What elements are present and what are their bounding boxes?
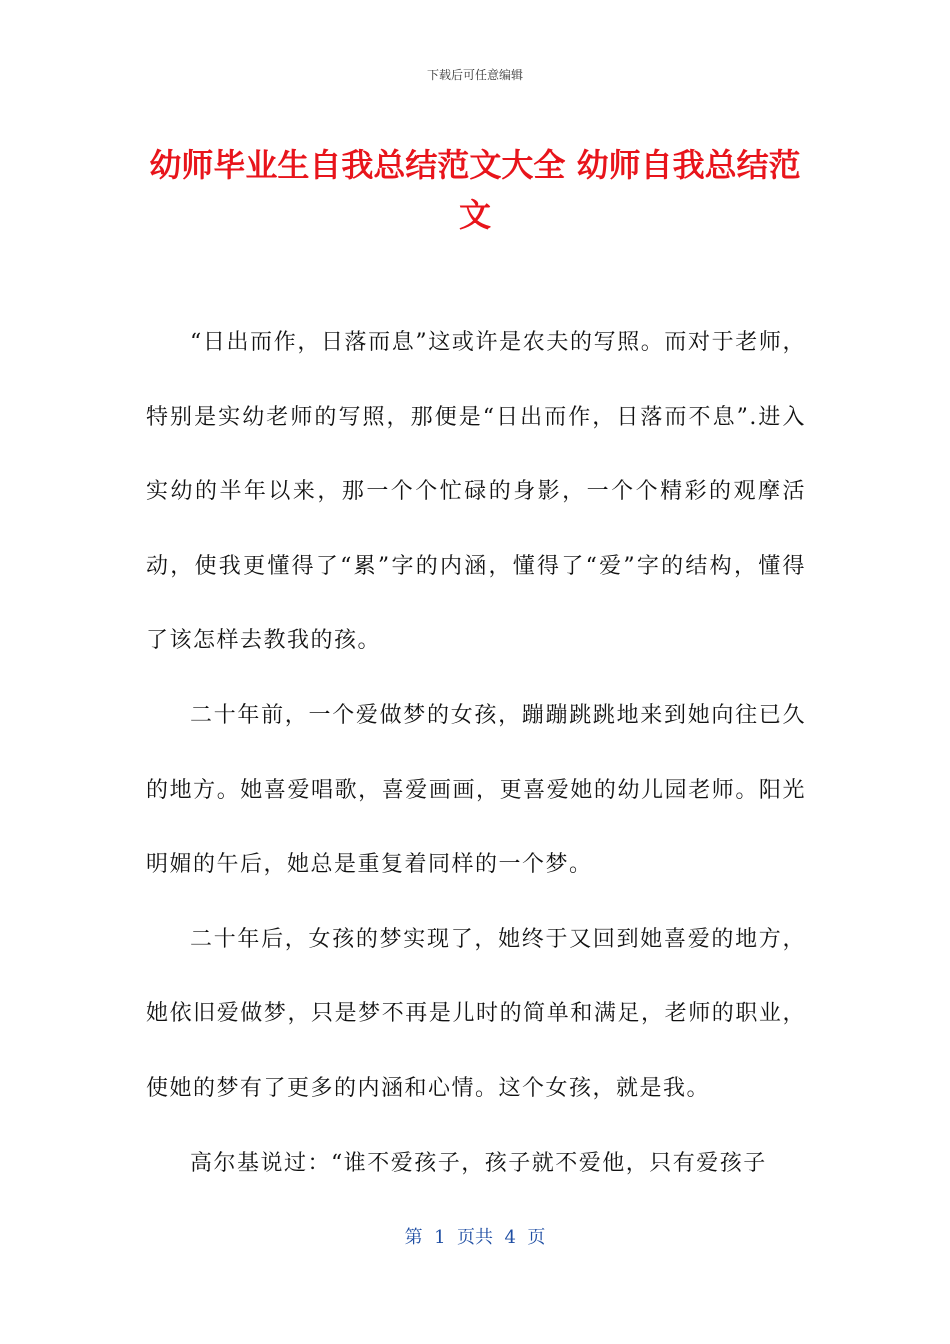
paragraph-2: 二十年前，一个爱做梦的女孩，蹦蹦跳跳地来到她向往已久的地方。她喜爱唱歌，喜爱画画，更喜爱她的幼儿园老师。阳光明媚的午后，她总是重复着同样的一个梦。: [146, 702, 806, 878]
paragraph-3: 二十年后，女孩的梦实现了，她终于又回到她喜爱的地方，她依旧爱做梦，只是梦不再是儿时的简单和满足，老师的职业，使她的梦有了更多的内涵和心情。这个女孩，就是我。: [146, 926, 806, 1101]
document-body: [146, 306, 806, 1201]
paragraph-4: 高尔基说过：“谁不爱孩子，孩子就不爱他，只有爱孩子: [190, 1150, 767, 1176]
paragraph-1: “日出而作，日落而息”这或许是农夫的写照。而对于老师，特别是实幼老师的写照，那便是“日出而作，日落而不息”.进入实幼的半年以来，那一个个忙碌的身影，一个个精彩的观摩活动，使我更懂得了“累”字的内涵，懂得了“爱”字的结构，懂得了该怎样去教我的孩。: [146, 330, 806, 654]
document-title: 幼师毕业生自我总结范文大全 幼师自我总结范文: [149, 146, 801, 234]
download-note: 下载后可任意编辑: [426, 68, 523, 82]
page-number-footer: 第 1 页共 4 页: [404, 1227, 546, 1248]
